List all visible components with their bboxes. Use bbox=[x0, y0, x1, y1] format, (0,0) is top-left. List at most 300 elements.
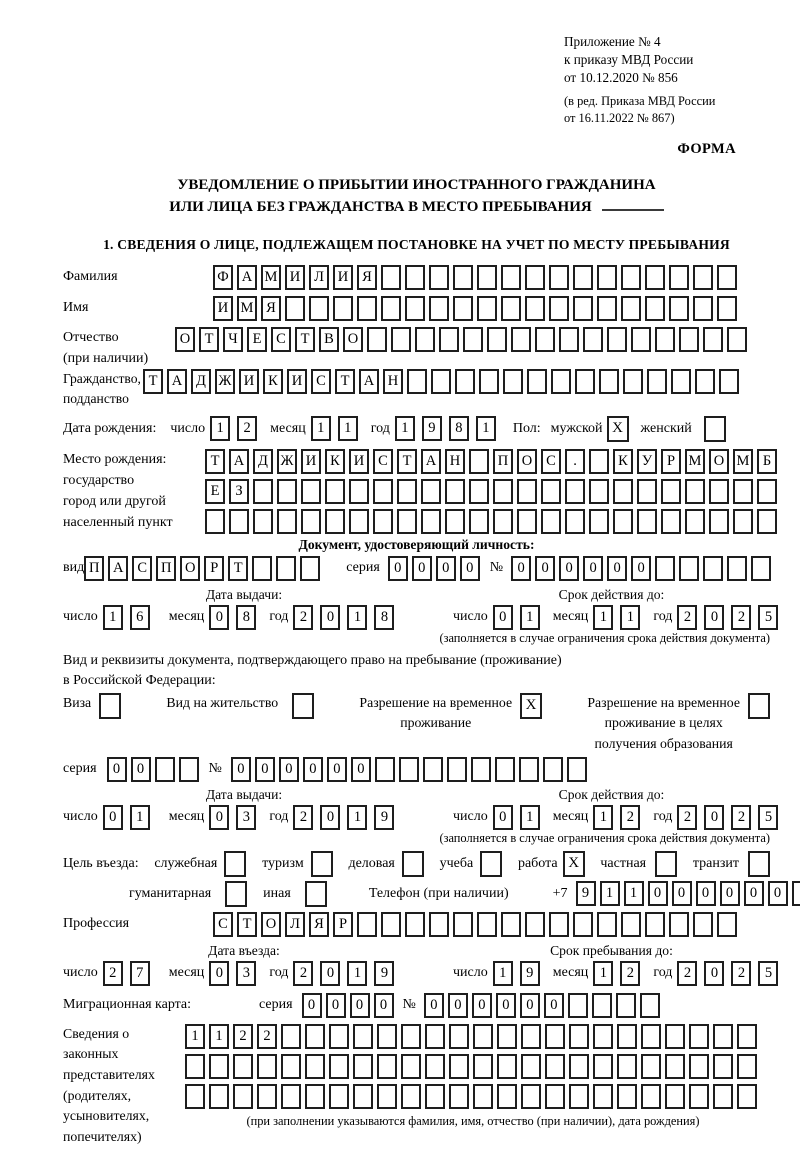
char-cell[interactable] bbox=[415, 327, 435, 352]
char-cell[interactable]: Т bbox=[295, 327, 315, 352]
char-cell[interactable]: 2 bbox=[677, 961, 697, 986]
char-cell[interactable] bbox=[497, 1024, 517, 1049]
char-cell[interactable] bbox=[616, 993, 636, 1018]
char-cell[interactable] bbox=[429, 265, 449, 290]
char-cell[interactable]: 2 bbox=[731, 961, 751, 986]
char-cell[interactable]: 5 bbox=[758, 805, 778, 830]
char-cell[interactable] bbox=[597, 265, 617, 290]
char-cell[interactable] bbox=[569, 1084, 589, 1109]
char-cell[interactable]: 0 bbox=[303, 757, 323, 782]
char-cell[interactable] bbox=[613, 479, 633, 504]
char-cell[interactable]: 0 bbox=[436, 556, 456, 581]
char-cell[interactable]: И bbox=[287, 369, 307, 394]
purpose-other-checkbox[interactable] bbox=[305, 881, 327, 907]
char-cell[interactable]: И bbox=[349, 449, 369, 474]
char-cell[interactable] bbox=[733, 509, 753, 534]
char-cell[interactable] bbox=[549, 912, 569, 937]
char-cell[interactable]: 0 bbox=[511, 556, 531, 581]
char-cell[interactable] bbox=[589, 479, 609, 504]
char-cell[interactable]: 1 bbox=[185, 1024, 205, 1049]
char-cell[interactable]: 1 bbox=[347, 805, 367, 830]
char-cell[interactable] bbox=[353, 1084, 373, 1109]
char-cell[interactable] bbox=[301, 509, 321, 534]
char-cell[interactable]: Р bbox=[333, 912, 353, 937]
char-cell[interactable] bbox=[717, 265, 737, 290]
char-cell[interactable]: 1 bbox=[593, 605, 613, 630]
char-cell[interactable]: К bbox=[325, 449, 345, 474]
char-cell[interactable] bbox=[689, 1084, 709, 1109]
char-cell[interactable] bbox=[423, 757, 443, 782]
char-cell[interactable]: 0 bbox=[493, 805, 513, 830]
char-cell[interactable]: 0 bbox=[648, 881, 668, 906]
char-cell[interactable] bbox=[329, 1084, 349, 1109]
char-cell[interactable] bbox=[607, 327, 627, 352]
char-cell[interactable]: Ч bbox=[223, 327, 243, 352]
char-cell[interactable] bbox=[477, 265, 497, 290]
char-cell[interactable]: М bbox=[261, 265, 281, 290]
char-cell[interactable]: П bbox=[493, 449, 513, 474]
char-cell[interactable] bbox=[621, 265, 641, 290]
char-cell[interactable]: А bbox=[359, 369, 379, 394]
char-cell[interactable]: А bbox=[108, 556, 128, 581]
char-cell[interactable] bbox=[453, 912, 473, 937]
char-cell[interactable] bbox=[205, 509, 225, 534]
char-cell[interactable]: 2 bbox=[620, 961, 640, 986]
char-cell[interactable] bbox=[717, 912, 737, 937]
char-cell[interactable] bbox=[521, 1024, 541, 1049]
char-cell[interactable]: И bbox=[285, 265, 305, 290]
char-cell[interactable]: И bbox=[213, 296, 233, 321]
char-cell[interactable] bbox=[703, 327, 723, 352]
char-cell[interactable] bbox=[525, 296, 545, 321]
char-cell[interactable] bbox=[617, 1054, 637, 1079]
char-cell[interactable] bbox=[257, 1084, 277, 1109]
char-cell[interactable] bbox=[693, 912, 713, 937]
char-cell[interactable] bbox=[737, 1084, 757, 1109]
char-cell[interactable]: М bbox=[237, 296, 257, 321]
char-cell[interactable] bbox=[501, 912, 521, 937]
char-cell[interactable] bbox=[229, 509, 249, 534]
char-cell[interactable] bbox=[285, 296, 305, 321]
char-cell[interactable]: И bbox=[239, 369, 259, 394]
char-cell[interactable] bbox=[357, 912, 377, 937]
char-cell[interactable]: С bbox=[271, 327, 291, 352]
purpose-humanitarian-checkbox[interactable] bbox=[225, 881, 247, 907]
char-cell[interactable]: 0 bbox=[544, 993, 564, 1018]
char-cell[interactable] bbox=[713, 1024, 733, 1049]
char-cell[interactable] bbox=[655, 556, 675, 581]
char-cell[interactable] bbox=[281, 1084, 301, 1109]
char-cell[interactable] bbox=[669, 265, 689, 290]
char-cell[interactable]: 8 bbox=[449, 416, 469, 441]
char-cell[interactable]: 1 bbox=[395, 416, 415, 441]
char-cell[interactable] bbox=[453, 265, 473, 290]
char-cell[interactable] bbox=[592, 993, 612, 1018]
char-cell[interactable] bbox=[497, 1084, 517, 1109]
char-cell[interactable] bbox=[477, 296, 497, 321]
char-cell[interactable] bbox=[545, 1084, 565, 1109]
char-cell[interactable]: 0 bbox=[351, 757, 371, 782]
char-cell[interactable] bbox=[573, 265, 593, 290]
char-cell[interactable] bbox=[617, 1084, 637, 1109]
char-cell[interactable] bbox=[565, 479, 585, 504]
char-cell[interactable]: Б bbox=[757, 449, 777, 474]
char-cell[interactable]: 3 bbox=[236, 961, 256, 986]
purpose-official-checkbox[interactable] bbox=[224, 851, 246, 877]
char-cell[interactable]: 0 bbox=[326, 993, 346, 1018]
char-cell[interactable] bbox=[569, 1054, 589, 1079]
char-cell[interactable]: 0 bbox=[412, 556, 432, 581]
char-cell[interactable] bbox=[381, 912, 401, 937]
char-cell[interactable] bbox=[689, 1024, 709, 1049]
char-cell[interactable]: А bbox=[421, 449, 441, 474]
char-cell[interactable] bbox=[431, 369, 451, 394]
char-cell[interactable]: 7 bbox=[130, 961, 150, 986]
char-cell[interactable] bbox=[377, 1084, 397, 1109]
char-cell[interactable] bbox=[549, 265, 569, 290]
char-cell[interactable] bbox=[593, 1024, 613, 1049]
char-cell[interactable] bbox=[209, 1084, 229, 1109]
char-cell[interactable]: Т bbox=[335, 369, 355, 394]
char-cell[interactable] bbox=[473, 1054, 493, 1079]
char-cell[interactable] bbox=[429, 912, 449, 937]
char-cell[interactable]: 1 bbox=[103, 605, 123, 630]
char-cell[interactable] bbox=[349, 479, 369, 504]
char-cell[interactable]: 2 bbox=[293, 961, 313, 986]
char-cell[interactable] bbox=[645, 296, 665, 321]
char-cell[interactable]: 0 bbox=[350, 993, 370, 1018]
sex-male-checkbox[interactable]: X bbox=[607, 416, 629, 442]
purpose-tourism-checkbox[interactable] bbox=[311, 851, 333, 877]
char-cell[interactable] bbox=[621, 912, 641, 937]
char-cell[interactable] bbox=[155, 757, 175, 782]
char-cell[interactable]: 1 bbox=[210, 416, 230, 441]
char-cell[interactable] bbox=[305, 1024, 325, 1049]
char-cell[interactable]: 0 bbox=[493, 605, 513, 630]
char-cell[interactable] bbox=[501, 296, 521, 321]
char-cell[interactable] bbox=[325, 509, 345, 534]
char-cell[interactable] bbox=[695, 369, 715, 394]
char-cell[interactable]: 2 bbox=[731, 805, 751, 830]
char-cell[interactable]: 0 bbox=[320, 961, 340, 986]
char-cell[interactable] bbox=[641, 1054, 661, 1079]
char-cell[interactable]: 1 bbox=[520, 805, 540, 830]
char-cell[interactable]: 0 bbox=[131, 757, 151, 782]
char-cell[interactable]: И bbox=[301, 449, 321, 474]
char-cell[interactable] bbox=[281, 1024, 301, 1049]
char-cell[interactable]: 0 bbox=[302, 993, 322, 1018]
char-cell[interactable] bbox=[353, 1024, 373, 1049]
purpose-private-checkbox[interactable] bbox=[655, 851, 677, 877]
char-cell[interactable]: 5 bbox=[758, 605, 778, 630]
char-cell[interactable] bbox=[281, 1054, 301, 1079]
char-cell[interactable]: Т bbox=[237, 912, 257, 937]
char-cell[interactable] bbox=[727, 556, 747, 581]
char-cell[interactable]: 9 bbox=[576, 881, 596, 906]
char-cell[interactable]: К bbox=[263, 369, 283, 394]
char-cell[interactable]: 2 bbox=[103, 961, 123, 986]
char-cell[interactable] bbox=[647, 369, 667, 394]
char-cell[interactable] bbox=[300, 556, 320, 581]
char-cell[interactable] bbox=[253, 509, 273, 534]
char-cell[interactable]: 1 bbox=[311, 416, 331, 441]
char-cell[interactable]: 0 bbox=[768, 881, 788, 906]
char-cell[interactable] bbox=[727, 327, 747, 352]
char-cell[interactable] bbox=[185, 1084, 205, 1109]
char-cell[interactable] bbox=[399, 757, 419, 782]
char-cell[interactable] bbox=[517, 509, 537, 534]
char-cell[interactable]: Т bbox=[205, 449, 225, 474]
char-cell[interactable]: 5 bbox=[758, 961, 778, 986]
char-cell[interactable] bbox=[253, 479, 273, 504]
char-cell[interactable] bbox=[373, 509, 393, 534]
char-cell[interactable] bbox=[685, 479, 705, 504]
char-cell[interactable]: 9 bbox=[422, 416, 442, 441]
char-cell[interactable]: 0 bbox=[672, 881, 692, 906]
char-cell[interactable]: 0 bbox=[559, 556, 579, 581]
char-cell[interactable] bbox=[645, 265, 665, 290]
char-cell[interactable]: А bbox=[167, 369, 187, 394]
char-cell[interactable]: Ф bbox=[213, 265, 233, 290]
char-cell[interactable] bbox=[377, 1024, 397, 1049]
char-cell[interactable] bbox=[679, 556, 699, 581]
char-cell[interactable]: 0 bbox=[320, 805, 340, 830]
char-cell[interactable] bbox=[597, 912, 617, 937]
char-cell[interactable] bbox=[473, 1084, 493, 1109]
char-cell[interactable] bbox=[751, 556, 771, 581]
char-cell[interactable]: 0 bbox=[327, 757, 347, 782]
char-cell[interactable]: 1 bbox=[593, 805, 613, 830]
char-cell[interactable] bbox=[463, 327, 483, 352]
char-cell[interactable]: 2 bbox=[233, 1024, 253, 1049]
char-cell[interactable] bbox=[521, 1084, 541, 1109]
char-cell[interactable]: Д bbox=[191, 369, 211, 394]
char-cell[interactable] bbox=[473, 1024, 493, 1049]
char-cell[interactable] bbox=[373, 479, 393, 504]
char-cell[interactable]: 0 bbox=[374, 993, 394, 1018]
char-cell[interactable]: П bbox=[84, 556, 104, 581]
char-cell[interactable]: С bbox=[213, 912, 233, 937]
char-cell[interactable] bbox=[185, 1054, 205, 1079]
option-temp-residence-education-checkbox[interactable] bbox=[748, 693, 770, 719]
char-cell[interactable]: О bbox=[261, 912, 281, 937]
char-cell[interactable]: 0 bbox=[520, 993, 540, 1018]
char-cell[interactable] bbox=[573, 912, 593, 937]
char-cell[interactable]: Н bbox=[445, 449, 465, 474]
char-cell[interactable] bbox=[640, 993, 660, 1018]
char-cell[interactable] bbox=[381, 296, 401, 321]
char-cell[interactable] bbox=[621, 296, 641, 321]
char-cell[interactable]: Я bbox=[309, 912, 329, 937]
char-cell[interactable] bbox=[449, 1024, 469, 1049]
char-cell[interactable] bbox=[527, 369, 547, 394]
char-cell[interactable] bbox=[693, 296, 713, 321]
char-cell[interactable] bbox=[689, 1054, 709, 1079]
char-cell[interactable]: Е bbox=[205, 479, 225, 504]
char-cell[interactable] bbox=[257, 1054, 277, 1079]
char-cell[interactable] bbox=[703, 556, 723, 581]
char-cell[interactable]: 0 bbox=[320, 605, 340, 630]
char-cell[interactable]: 2 bbox=[293, 605, 313, 630]
char-cell[interactable]: И bbox=[333, 265, 353, 290]
char-cell[interactable]: 0 bbox=[209, 605, 229, 630]
char-cell[interactable]: 0 bbox=[388, 556, 408, 581]
option-temp-residence-checkbox[interactable]: X bbox=[520, 693, 542, 719]
char-cell[interactable]: 1 bbox=[620, 605, 640, 630]
char-cell[interactable] bbox=[425, 1054, 445, 1079]
char-cell[interactable] bbox=[469, 479, 489, 504]
char-cell[interactable] bbox=[425, 1084, 445, 1109]
char-cell[interactable] bbox=[655, 327, 675, 352]
char-cell[interactable]: 0 bbox=[209, 961, 229, 986]
char-cell[interactable]: О bbox=[517, 449, 537, 474]
option-visa-checkbox[interactable] bbox=[99, 693, 121, 719]
char-cell[interactable] bbox=[233, 1054, 253, 1079]
char-cell[interactable] bbox=[665, 1024, 685, 1049]
char-cell[interactable] bbox=[495, 757, 515, 782]
char-cell[interactable] bbox=[693, 265, 713, 290]
char-cell[interactable] bbox=[669, 296, 689, 321]
char-cell[interactable] bbox=[713, 1054, 733, 1079]
char-cell[interactable] bbox=[209, 1054, 229, 1079]
char-cell[interactable]: 9 bbox=[374, 961, 394, 986]
char-cell[interactable] bbox=[429, 296, 449, 321]
char-cell[interactable]: 2 bbox=[677, 805, 697, 830]
char-cell[interactable]: 1 bbox=[476, 416, 496, 441]
char-cell[interactable]: О bbox=[180, 556, 200, 581]
char-cell[interactable] bbox=[405, 265, 425, 290]
char-cell[interactable]: 9 bbox=[520, 961, 540, 986]
char-cell[interactable] bbox=[535, 327, 555, 352]
char-cell[interactable] bbox=[792, 881, 800, 906]
char-cell[interactable] bbox=[679, 327, 699, 352]
char-cell[interactable] bbox=[551, 369, 571, 394]
char-cell[interactable]: 2 bbox=[293, 805, 313, 830]
char-cell[interactable] bbox=[445, 509, 465, 534]
char-cell[interactable]: 0 bbox=[460, 556, 480, 581]
char-cell[interactable] bbox=[179, 757, 199, 782]
char-cell[interactable]: С bbox=[311, 369, 331, 394]
char-cell[interactable]: 0 bbox=[209, 805, 229, 830]
char-cell[interactable]: Ж bbox=[277, 449, 297, 474]
char-cell[interactable] bbox=[453, 296, 473, 321]
char-cell[interactable] bbox=[469, 449, 489, 474]
char-cell[interactable] bbox=[669, 912, 689, 937]
char-cell[interactable]: Я bbox=[261, 296, 281, 321]
char-cell[interactable] bbox=[665, 1084, 685, 1109]
char-cell[interactable] bbox=[349, 509, 369, 534]
char-cell[interactable]: Р bbox=[661, 449, 681, 474]
char-cell[interactable] bbox=[511, 327, 531, 352]
char-cell[interactable]: Л bbox=[285, 912, 305, 937]
char-cell[interactable] bbox=[525, 912, 545, 937]
char-cell[interactable] bbox=[397, 479, 417, 504]
char-cell[interactable] bbox=[353, 1054, 373, 1079]
char-cell[interactable] bbox=[367, 327, 387, 352]
char-cell[interactable]: 0 bbox=[720, 881, 740, 906]
char-cell[interactable] bbox=[709, 479, 729, 504]
char-cell[interactable] bbox=[471, 757, 491, 782]
char-cell[interactable] bbox=[737, 1024, 757, 1049]
char-cell[interactable] bbox=[719, 369, 739, 394]
char-cell[interactable] bbox=[301, 479, 321, 504]
char-cell[interactable] bbox=[567, 757, 587, 782]
char-cell[interactable] bbox=[407, 369, 427, 394]
char-cell[interactable]: Р bbox=[204, 556, 224, 581]
char-cell[interactable]: 8 bbox=[236, 605, 256, 630]
char-cell[interactable] bbox=[252, 556, 272, 581]
char-cell[interactable] bbox=[329, 1054, 349, 1079]
char-cell[interactable] bbox=[493, 479, 513, 504]
char-cell[interactable] bbox=[541, 479, 561, 504]
char-cell[interactable] bbox=[357, 296, 377, 321]
char-cell[interactable] bbox=[233, 1084, 253, 1109]
char-cell[interactable]: В bbox=[319, 327, 339, 352]
char-cell[interactable]: С bbox=[541, 449, 561, 474]
char-cell[interactable] bbox=[637, 479, 657, 504]
char-cell[interactable] bbox=[375, 757, 395, 782]
char-cell[interactable]: 2 bbox=[237, 416, 257, 441]
char-cell[interactable] bbox=[575, 369, 595, 394]
char-cell[interactable] bbox=[545, 1024, 565, 1049]
char-cell[interactable] bbox=[477, 912, 497, 937]
char-cell[interactable]: П bbox=[156, 556, 176, 581]
char-cell[interactable]: 1 bbox=[347, 961, 367, 986]
char-cell[interactable]: 1 bbox=[347, 605, 367, 630]
char-cell[interactable] bbox=[519, 757, 539, 782]
char-cell[interactable]: 1 bbox=[209, 1024, 229, 1049]
char-cell[interactable] bbox=[469, 509, 489, 534]
char-cell[interactable]: 0 bbox=[704, 961, 724, 986]
char-cell[interactable]: Ж bbox=[215, 369, 235, 394]
char-cell[interactable] bbox=[733, 479, 753, 504]
char-cell[interactable]: Т bbox=[228, 556, 248, 581]
char-cell[interactable]: 0 bbox=[704, 805, 724, 830]
char-cell[interactable]: 0 bbox=[231, 757, 251, 782]
char-cell[interactable]: А bbox=[237, 265, 257, 290]
char-cell[interactable] bbox=[497, 1054, 517, 1079]
char-cell[interactable]: 1 bbox=[493, 961, 513, 986]
char-cell[interactable]: 0 bbox=[448, 993, 468, 1018]
char-cell[interactable] bbox=[525, 265, 545, 290]
char-cell[interactable] bbox=[589, 449, 609, 474]
char-cell[interactable]: М bbox=[685, 449, 705, 474]
char-cell[interactable]: С bbox=[373, 449, 393, 474]
purpose-study-checkbox[interactable] bbox=[480, 851, 502, 877]
char-cell[interactable] bbox=[685, 509, 705, 534]
char-cell[interactable]: 2 bbox=[620, 805, 640, 830]
char-cell[interactable] bbox=[305, 1054, 325, 1079]
char-cell[interactable] bbox=[503, 369, 523, 394]
char-cell[interactable]: 9 bbox=[374, 805, 394, 830]
char-cell[interactable] bbox=[401, 1024, 421, 1049]
char-cell[interactable]: 1 bbox=[593, 961, 613, 986]
char-cell[interactable] bbox=[757, 509, 777, 534]
char-cell[interactable] bbox=[421, 479, 441, 504]
char-cell[interactable]: Д bbox=[253, 449, 273, 474]
char-cell[interactable]: О bbox=[175, 327, 195, 352]
char-cell[interactable]: 0 bbox=[583, 556, 603, 581]
char-cell[interactable] bbox=[565, 509, 585, 534]
char-cell[interactable] bbox=[405, 912, 425, 937]
char-cell[interactable] bbox=[277, 479, 297, 504]
char-cell[interactable]: 1 bbox=[338, 416, 358, 441]
char-cell[interactable]: З bbox=[229, 479, 249, 504]
char-cell[interactable] bbox=[583, 327, 603, 352]
char-cell[interactable]: 1 bbox=[600, 881, 620, 906]
char-cell[interactable] bbox=[333, 296, 353, 321]
char-cell[interactable] bbox=[377, 1054, 397, 1079]
